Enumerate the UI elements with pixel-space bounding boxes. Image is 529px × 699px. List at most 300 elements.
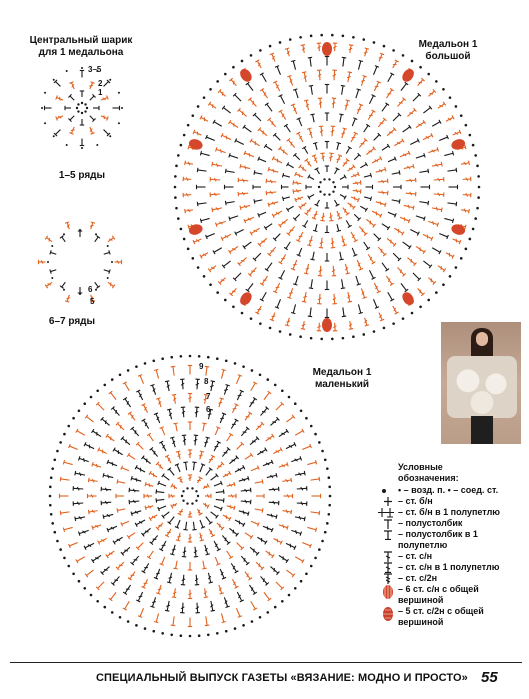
center-chain-dot <box>195 490 197 492</box>
t-icon <box>376 518 398 529</box>
dc-stitch-bar <box>274 568 275 572</box>
dc-stitch-top <box>287 526 288 530</box>
chain-dot <box>321 450 324 453</box>
sc-stitch <box>255 509 263 511</box>
dc-stitch-top <box>359 104 363 106</box>
dc-stitch-bar <box>243 510 244 514</box>
chain-dot <box>180 144 183 147</box>
center-chain-dot <box>332 191 334 193</box>
chain-dot <box>107 277 109 279</box>
sc-stitch <box>392 200 400 202</box>
chain-dot <box>127 369 130 372</box>
sc-stitch <box>237 444 243 450</box>
sc-stitch-top <box>282 197 283 201</box>
sc-stitch <box>382 104 387 111</box>
cluster-6dc <box>238 290 254 307</box>
dc-stitch-top <box>234 506 235 510</box>
sc-stitch-top <box>69 544 71 548</box>
chain-dot <box>274 384 277 387</box>
sc-stitch-top <box>117 508 118 512</box>
dc-stitch-top <box>176 451 180 452</box>
sc-stitch-top <box>156 498 157 502</box>
dc-stitch-top <box>131 512 132 516</box>
chain-dot <box>242 365 245 368</box>
sc-stitch-top <box>452 219 453 223</box>
dc-stitch-top <box>363 76 367 77</box>
center-chain-dot <box>195 500 197 502</box>
dc-stitch-bar <box>152 602 156 603</box>
sc-stitch-top <box>428 169 429 173</box>
chain-dot <box>95 233 97 235</box>
sc-stitch <box>193 462 194 470</box>
chain-dot <box>342 35 345 38</box>
sc-stitch <box>364 175 371 177</box>
center-chain-dot <box>81 112 83 114</box>
chain-dot <box>288 594 291 597</box>
chain-dot <box>300 409 303 412</box>
chain-dot <box>476 165 479 168</box>
dc-stitch-top <box>307 128 311 129</box>
sc-stitch-top <box>258 213 260 217</box>
sc-stitch-top <box>375 307 379 309</box>
chain-dot <box>121 107 123 109</box>
sc-stitch-top <box>395 157 397 161</box>
sc-stitch <box>388 292 393 300</box>
dc-stitch-top <box>220 398 224 399</box>
dc-stitch-bar <box>254 549 255 553</box>
sc-stitch-top <box>297 118 301 120</box>
dc-stitch-top <box>304 100 308 101</box>
sc-stitch <box>173 616 174 625</box>
chain-dot <box>180 355 183 358</box>
dc-stitch-top <box>380 319 384 321</box>
chain-dot <box>187 124 190 127</box>
dc-stitch-top <box>285 325 289 326</box>
dc-stitch-top <box>385 167 386 171</box>
chain-dot <box>95 289 97 291</box>
dc-stitch-bar <box>188 162 189 165</box>
sc-stitch <box>201 218 210 220</box>
sc-stitch <box>77 557 85 562</box>
dc-stitch-bar <box>112 462 113 466</box>
dc-stitch-bar <box>263 131 264 135</box>
sc-stitch <box>313 252 315 260</box>
chain-dot <box>44 122 46 124</box>
dc-stitch-top <box>385 203 386 207</box>
sc-stitch-top <box>121 522 123 526</box>
sc-stitch-top <box>359 60 363 61</box>
sc-stitch <box>177 465 180 472</box>
sc-stitch-top <box>221 507 223 511</box>
dc-stitch-top <box>248 476 249 480</box>
chain-dot <box>455 105 458 108</box>
chain-dot <box>305 417 308 420</box>
dc-stitch-bar <box>289 293 293 294</box>
sc-stitch-top <box>60 477 61 481</box>
sc-stitch <box>264 392 269 399</box>
dc-stitch-top <box>301 45 305 46</box>
sc-stitch-top <box>310 544 312 548</box>
chain-dot <box>53 458 56 461</box>
sc-stitch <box>310 479 319 480</box>
sc-stitch <box>382 263 387 270</box>
sc-stitch <box>354 155 359 160</box>
chain-dot <box>402 54 405 57</box>
dc-stitch-top <box>295 198 297 202</box>
sc-stitch <box>369 270 373 278</box>
sc-stitch <box>214 122 222 127</box>
sc-stitch-top <box>309 85 313 86</box>
chain-dot <box>310 425 313 428</box>
sc-stitch <box>293 304 295 313</box>
sc-stitch <box>432 248 440 253</box>
dc-stitch-bar <box>199 455 203 456</box>
chain-dot <box>59 548 62 551</box>
sc-stitch <box>403 127 410 132</box>
sc-stitch-top <box>452 151 453 155</box>
dc-stitch-top <box>302 301 306 302</box>
sc-stitch <box>315 143 317 150</box>
chain-dot <box>225 630 228 633</box>
dc-stitch-top <box>75 517 76 521</box>
dc-stitch-bar <box>364 52 368 53</box>
chain-dot <box>96 600 99 603</box>
chain-dot <box>476 207 479 210</box>
dc-stitch-bar <box>456 239 457 243</box>
dc-stitch-bar <box>204 442 208 443</box>
chain-dot <box>187 248 190 251</box>
sc-stitch-top <box>216 427 220 429</box>
chain-dot <box>53 531 56 534</box>
chain-dot <box>72 572 75 575</box>
chain-dot <box>402 317 405 320</box>
center-chain-dot <box>77 103 79 105</box>
sc-stitch <box>340 252 342 260</box>
sc-stitch <box>111 592 116 599</box>
dc-stitch-top <box>287 297 291 298</box>
sc-stitch <box>117 482 125 484</box>
chain-dot <box>174 175 177 178</box>
center-chain-dot <box>182 490 184 492</box>
dc-stitch-top <box>107 460 109 464</box>
sc-stitch <box>337 143 339 150</box>
sc-stitch-top <box>238 375 242 377</box>
legend-title: Условные обозначения: <box>398 462 459 483</box>
dc-stitch-top <box>222 413 226 415</box>
sc-stitch-top <box>319 477 320 481</box>
dc-stitch-bar <box>84 458 85 462</box>
dc-stitch-bar <box>299 174 300 178</box>
dc-stitch-top <box>92 462 93 466</box>
sc-stitch <box>206 517 211 523</box>
sc-stitch <box>138 444 144 450</box>
dc-stitch-top <box>338 218 342 220</box>
chain-dot <box>328 513 331 516</box>
chain-dot <box>328 504 331 507</box>
sc-stitch-top <box>238 616 242 618</box>
sc-stitch <box>388 74 393 82</box>
chain-dot <box>250 54 253 57</box>
chain-dot <box>49 504 52 507</box>
sc-stitch <box>125 601 130 609</box>
chain-dot <box>118 92 120 94</box>
dc-stitch-bar <box>314 214 318 215</box>
dc-stitch-bar <box>242 111 243 115</box>
sc-stitch <box>311 86 312 95</box>
chain-dot <box>203 96 206 99</box>
dc-stitch-bar <box>230 505 231 509</box>
sc-stitch <box>230 216 239 219</box>
sc-stitch-top <box>200 219 201 223</box>
dc-stitch-top <box>172 597 176 598</box>
chain-dot <box>478 186 481 189</box>
dc-stitch-bar <box>158 525 162 526</box>
sc-stitch <box>140 608 143 616</box>
dc-stitch-top <box>441 208 442 212</box>
sc-stitch <box>156 499 164 500</box>
sc-stitch <box>169 517 174 523</box>
chain-dot <box>191 257 194 260</box>
sc-stitch-top <box>50 269 51 273</box>
dc-stitch-bar <box>166 605 170 606</box>
chain-dot <box>241 60 244 63</box>
dc-stitch-top <box>287 76 291 77</box>
sc-stitch <box>186 462 187 470</box>
sc-stitch <box>251 521 258 524</box>
sc-stitch <box>236 608 239 616</box>
dc-stitch-top <box>437 223 438 227</box>
chain-dot <box>177 217 180 220</box>
sc-stitch <box>245 455 252 459</box>
sc-stitch <box>299 248 302 255</box>
sc-stitch <box>236 229 244 233</box>
sc-stitch-top <box>375 66 379 68</box>
chain-dot <box>299 335 302 338</box>
sc-stitch-top <box>192 462 196 463</box>
dc-stitch-bar <box>420 290 421 294</box>
sc-stitch <box>104 130 109 135</box>
chain-dot <box>266 378 269 381</box>
chain-dot <box>44 92 46 94</box>
sc-stitch-top <box>337 142 341 143</box>
legend-item-text: – ст. б/н <box>398 496 433 506</box>
dc-stitch-top <box>441 162 442 166</box>
chain-dot <box>118 122 120 124</box>
dc-stitch-top <box>156 593 160 594</box>
dc-stitch-top <box>188 145 189 149</box>
chain-dot <box>449 275 452 278</box>
dc-stitch-bar <box>160 464 161 468</box>
chain-dot <box>241 312 244 315</box>
dc-stitch-top <box>287 462 288 466</box>
sc-stitch <box>262 292 267 300</box>
sc-stitch-top <box>202 568 206 569</box>
sc-stitch <box>356 90 359 99</box>
sc-stitch-top <box>424 217 425 221</box>
center-chain-dot <box>328 193 330 195</box>
sc-stitch <box>310 58 311 67</box>
legend-item <box>376 562 526 573</box>
dc-stitch-bar <box>418 82 422 83</box>
small-row-9: 9 <box>199 362 204 371</box>
center-chain-dot <box>77 110 79 112</box>
chain-dot <box>320 338 323 341</box>
dc-stitch-top <box>185 161 186 165</box>
sc-stitch <box>352 119 355 126</box>
dc-stitch-top <box>312 218 316 220</box>
sc-stitch-top <box>158 481 160 485</box>
sc-stitch <box>265 224 272 228</box>
dc-stitch-top <box>79 532 80 536</box>
sc-stitch-top <box>309 288 313 289</box>
sc-stitch-top <box>223 498 224 502</box>
chain-dot <box>342 337 345 340</box>
chain-dot <box>103 606 106 609</box>
chain-dot <box>259 616 262 619</box>
sc-stitch <box>343 307 344 316</box>
dc-stitch-top <box>209 582 213 583</box>
sc-stitch <box>388 212 395 215</box>
dc-stitch-bar <box>119 565 123 566</box>
chain-dot <box>51 467 54 470</box>
sc-stitch <box>276 582 282 588</box>
chain-dot <box>449 96 452 99</box>
sc-stitch <box>342 86 343 95</box>
dc-stitch-top <box>154 413 158 415</box>
chain-dot <box>281 600 284 603</box>
dc-stitch-top <box>69 82 73 84</box>
dc-stitch-bar <box>105 420 106 424</box>
dc-stitch-top <box>348 72 352 73</box>
chain-dot <box>183 238 186 241</box>
dc-stitch-bar <box>79 472 80 476</box>
dc-stitch-top <box>291 478 292 482</box>
dc-stitch-top <box>206 554 210 555</box>
chain-dot <box>216 80 219 83</box>
chain-dot <box>152 630 155 633</box>
sc-stitch <box>360 206 366 210</box>
sc-stitch <box>373 299 376 307</box>
chain-dot <box>111 261 113 263</box>
sc-stitch-top <box>197 168 198 172</box>
dc-stitch-bar <box>341 133 345 134</box>
sc-stitch <box>447 203 456 204</box>
sc-stitch <box>311 279 312 288</box>
sc-stitch <box>98 404 104 410</box>
sc-stitch <box>122 521 129 524</box>
dc-stitch-bar <box>257 426 261 427</box>
sc-stitch <box>393 253 399 259</box>
dc-stitch-bar <box>114 580 118 581</box>
dc-stitch-top <box>150 385 154 386</box>
dc-stitch-top <box>244 219 246 223</box>
sc-stitch <box>163 512 169 517</box>
sc-stitch <box>156 492 164 493</box>
chain-dot <box>259 322 262 325</box>
row-number-3-5: 3–5 <box>88 65 102 74</box>
sc-stitch <box>277 299 280 307</box>
chain-dot <box>49 495 52 498</box>
sc-stitch <box>447 170 456 171</box>
chain-dot <box>144 362 147 365</box>
dc-stitch-bar <box>380 201 381 205</box>
sc-stitch <box>176 561 178 569</box>
sc-stitch-top <box>428 201 429 205</box>
dc-stitch-bar <box>104 115 105 119</box>
sc-stitch <box>373 66 376 74</box>
sc-stitch <box>309 195 314 198</box>
sc-stitch <box>267 104 272 111</box>
sc-stitch <box>410 229 418 233</box>
sc-stitch <box>432 122 440 127</box>
chain-dot <box>352 36 355 39</box>
dc-stitch-bar <box>66 298 70 299</box>
dc-stitch-top <box>413 206 414 210</box>
sc-stitch-top <box>50 250 51 254</box>
chain-dot <box>232 305 235 308</box>
dc-stitch-top <box>200 451 204 452</box>
dc-stitch-bar <box>220 418 224 419</box>
sc-stitch-top <box>222 621 226 622</box>
row-number-2: 2 <box>98 79 103 88</box>
dc-stitch-bar <box>233 81 234 85</box>
sc-stitch <box>295 90 298 99</box>
center-chain-dot <box>319 191 321 193</box>
dc-stitch-top <box>329 220 333 221</box>
chain-dot <box>324 458 327 461</box>
chain-dot <box>435 80 438 83</box>
sc-stitch <box>444 218 453 220</box>
chain-dot <box>329 495 332 498</box>
sc-stitch <box>201 153 210 155</box>
sc-stitch <box>61 512 70 513</box>
dc-stitch-top <box>216 147 217 151</box>
dc-stitch-bar <box>262 411 266 412</box>
sc-stitch-top <box>258 522 260 526</box>
dc-stitch-bar <box>149 483 150 487</box>
chain-dot <box>63 233 65 235</box>
sc-stitch-top <box>201 464 205 466</box>
sc-stitch <box>244 242 251 247</box>
row-number-1: 1 <box>98 88 103 97</box>
legend-items <box>376 485 526 628</box>
sc-stitch <box>340 177 345 180</box>
chain-dot <box>49 486 52 489</box>
chain-dot <box>242 624 245 627</box>
chain-dot <box>174 196 177 199</box>
dc-stitch-bar <box>222 92 223 96</box>
sc-stitch <box>138 543 144 549</box>
sc-stitch <box>358 61 360 70</box>
sc-stitch <box>364 197 371 199</box>
dc-stitch-bar <box>399 102 403 103</box>
sc-stitch <box>55 130 60 135</box>
sc-stitch-top <box>171 366 175 367</box>
dc-stitch-top <box>56 95 58 99</box>
sc-stitch <box>227 434 231 441</box>
sc-stitch <box>70 96 74 100</box>
sc-stitch <box>77 431 85 436</box>
sc-stitch <box>369 96 373 104</box>
sc-stitch-top <box>117 479 118 483</box>
dc-stitch-top <box>276 473 277 477</box>
sc-stitch-top <box>339 259 343 260</box>
sc-stitch-top <box>342 57 346 58</box>
sc-stitch <box>254 173 262 175</box>
dc-stitch-top <box>268 167 269 171</box>
sc-stitch <box>125 383 130 391</box>
chain-dot <box>207 356 210 359</box>
